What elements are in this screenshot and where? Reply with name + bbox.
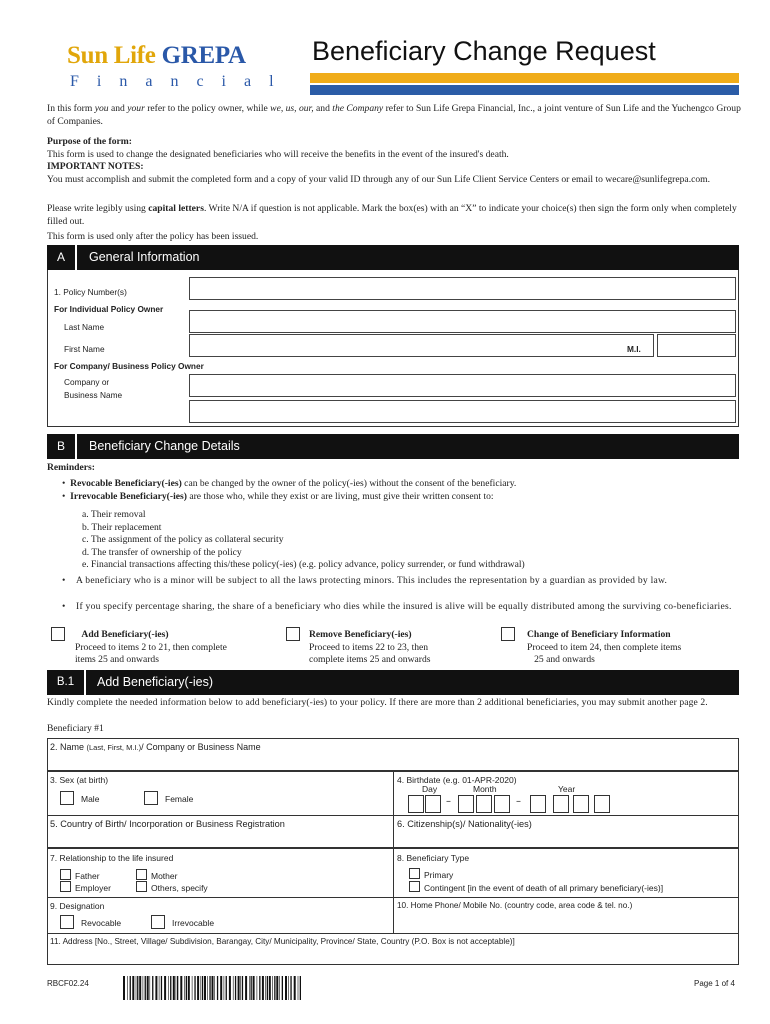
- logo-sunlife-text: Sun Life: [67, 42, 156, 69]
- barcode-bar: [188, 976, 190, 1000]
- purpose-block: [47, 136, 741, 186]
- consent-item: b. Their replacement: [82, 521, 162, 533]
- consent-item: a. Their removal: [82, 509, 146, 520]
- add-beneficiary-option: Add Beneficiary(-ies) Proceed to items 2 to 21, then complete items 25 and onwards: [75, 629, 227, 665]
- barcode-bar: [132, 976, 134, 1000]
- barcode-bar: [229, 976, 231, 1000]
- type-primary-label: Primary: [424, 870, 454, 880]
- name-label: 2. Name (Last, First, M.I.)/ Company or Business Name: [50, 742, 261, 752]
- year-digit-1[interactable]: [530, 795, 546, 813]
- irrevocable-term: Irrevocable Beneficiary(-ies): [70, 491, 187, 502]
- barcode-bar: [150, 976, 151, 1000]
- month-digit-2[interactable]: [476, 795, 492, 813]
- form-code: RBCF02.24: [47, 979, 89, 988]
- section-b1-header: [47, 670, 739, 695]
- barcode-bar: [214, 976, 215, 1000]
- barcode-bar: [177, 976, 178, 1000]
- relationship-father-label: Father: [75, 871, 100, 881]
- relationship-others-checkbox[interactable]: [136, 881, 147, 892]
- section-b-badge: B: [47, 434, 77, 459]
- barcode-bar: [269, 976, 271, 1000]
- consent-item: e. Financial transactions affecting this/these policy(-ies) (e.g. policy advance, policy surrender, or fund withdrawal): [82, 559, 525, 570]
- sex-male-checkbox[interactable]: [60, 791, 74, 805]
- birthdate-label: 4. Birthdate (e.g. 01-APR-2020): [397, 775, 517, 785]
- relationship-mother-checkbox[interactable]: [136, 869, 147, 880]
- citizenship-label: 6. Citizenship(s)/ Nationality(-ies): [397, 819, 532, 829]
- barcode-image: [123, 976, 303, 1000]
- barcode-bar: [209, 976, 210, 1000]
- beneficiary-1-heading: Beneficiary #1: [47, 723, 104, 734]
- barcode-bar: [257, 976, 258, 1000]
- month-label: Month: [473, 784, 497, 794]
- barcode-bar: [245, 976, 247, 1000]
- consent-item: d. The transfer of ownership of the policy: [82, 546, 242, 558]
- designation-label: 9. Designation: [50, 901, 105, 911]
- barcode-bar: [192, 976, 193, 1000]
- type-primary-checkbox[interactable]: [409, 868, 420, 879]
- barcode-bar: [267, 976, 268, 1000]
- logo-financial-text: Financial: [70, 73, 292, 90]
- legibility-instructions: Please write legibly using capital letters. Write N/A if question is not applicable. Mark the box(es) with an “X” to indicate your choice(s) then sign the form only when completely filled out.: [47, 203, 737, 227]
- barcode-bar: [272, 976, 273, 1000]
- purpose-heading: Purpose of the form:: [47, 136, 132, 147]
- relationship-father-checkbox[interactable]: [60, 869, 71, 880]
- company-name-field-2[interactable]: [189, 400, 736, 423]
- header-stripe-gold: [310, 73, 739, 83]
- important-notes-text: You must accomplish and submit the completed form and a copy of your valid ID through any of our Sun Life Client Service Centers or email to wecare@sunlifegrepa.com.: [47, 173, 711, 185]
- revocable-term: Revocable Beneficiary(-ies): [70, 478, 182, 489]
- section-a-header: [47, 245, 739, 270]
- barcode-bar: [204, 976, 206, 1000]
- minor-note: • A beneficiary who is a minor will be subject to all the laws protecting minors. This includes the representation by a guardian as provided by law.: [62, 575, 668, 586]
- remove-beneficiary-option: Remove Beneficiary(-ies) Proceed to items 22 to 23, then complete items 25 and onwards: [309, 629, 431, 665]
- barcode-bar: [265, 976, 266, 1000]
- barcode-bar: [176, 976, 177, 1000]
- year-digit-4[interactable]: [594, 795, 610, 813]
- first-name-label: First Name: [64, 344, 105, 354]
- year-digit-2[interactable]: [553, 795, 569, 813]
- section-b1-badge: B.1: [47, 670, 86, 695]
- designation-irrevocable-label: Irrevocable: [172, 918, 215, 928]
- barcode-bar: [130, 976, 131, 1000]
- address-label: 11. Address [No., Street, Village/ Subdivision, Barangay, City/ Municipality, Province/ State, Country (P.O. Box is not acceptable)]: [50, 937, 515, 946]
- company-logo-wordmark: [67, 42, 246, 70]
- barcode-bar: [288, 976, 289, 1000]
- company-name-label-line1: Company or: [64, 377, 110, 387]
- barcode-bar: [164, 976, 166, 1000]
- barcode-bar: [259, 976, 260, 1000]
- header-stripe-blue: [310, 85, 739, 95]
- add-beneficiary-title: Add Beneficiary(-ies): [81, 629, 169, 640]
- individual-owner-label: For Individual Policy Owner: [54, 304, 164, 314]
- sharing-note: • If you specify percentage sharing, the share of a beneficiary who dies while the insured is alive will be equally distributed among the surviving co-beneficiaries.: [62, 601, 732, 612]
- sex-female-checkbox[interactable]: [144, 791, 158, 805]
- logo-grepa-text: GREPA: [161, 42, 246, 69]
- barcode-bar: [235, 976, 236, 1000]
- type-contingent-checkbox[interactable]: [409, 881, 420, 892]
- barcode-bar: [201, 976, 202, 1000]
- relationship-employer-label: Employer: [75, 883, 111, 893]
- middle-initial-label: M.I.: [627, 344, 641, 354]
- section-a-badge: A: [47, 245, 77, 270]
- month-digit-1[interactable]: [458, 795, 474, 813]
- barcode-bar: [139, 976, 141, 1000]
- phone-label: 10. Home Phone/ Mobile No. (country code, area code & tel. no.): [397, 901, 633, 910]
- barcode-bar: [145, 976, 146, 1000]
- barcode-bar: [143, 976, 144, 1000]
- barcode-bar: [276, 976, 278, 1000]
- barcode-bar: [168, 976, 169, 1000]
- relationship-mother-label: Mother: [151, 871, 178, 881]
- consent-item: c. The assignment of the policy as collateral security: [82, 534, 284, 545]
- page-number: Page 1 of 4: [694, 979, 735, 988]
- barcode-bar: [279, 976, 280, 1000]
- middle-initial-field[interactable]: [657, 334, 736, 357]
- last-name-label: Last Name: [64, 322, 105, 332]
- remove-beneficiary-title: Remove Beneficiary(-ies): [309, 629, 412, 640]
- policy-number-label: 1. Policy Number(s): [54, 287, 127, 297]
- barcode-bar: [285, 976, 287, 1000]
- barcode-bar: [123, 976, 125, 1000]
- barcode-bar: [152, 976, 153, 1000]
- change-info-checkbox[interactable]: [501, 627, 515, 641]
- barcode-bar: [251, 976, 252, 1000]
- barcode-bar: [207, 976, 208, 1000]
- barcode-bar: [240, 976, 241, 1000]
- barcode-bar: [249, 976, 250, 1000]
- barcode-bar: [238, 976, 240, 1000]
- barcode-bar: [294, 976, 296, 1000]
- relationship-others-label: Others, specify: [151, 883, 208, 893]
- barcode-bar: [274, 976, 275, 1000]
- date-separator: –: [516, 796, 521, 807]
- barcode-bar: [194, 976, 195, 1000]
- barcode-bar: [186, 976, 187, 1000]
- policy-number-field[interactable]: [189, 277, 736, 300]
- day-digit-2[interactable]: [425, 795, 441, 813]
- b1-instructions: Kindly complete the needed information below to add beneficiary(-ies) to your policy. If there are more than 2 additional beneficiaries, you may submit another page 2.: [47, 697, 708, 708]
- remove-beneficiary-checkbox[interactable]: [286, 627, 300, 641]
- relationship-label: 7. Relationship to the life insured: [50, 853, 174, 863]
- barcode-bar: [170, 976, 171, 1000]
- designation-revocable-label: Revocable: [81, 918, 122, 928]
- sex-label: 3. Sex (at birth): [50, 775, 109, 785]
- section-b1-title: Add Beneficiary(-ies): [97, 675, 214, 689]
- change-info-option: Change of Beneficiary Information Proceed to item 24, then complete items 25 and onwards: [527, 629, 682, 665]
- intro-paragraph: In this form you and your refer to the policy owner, while we, us, our, and the Company refer to Sun Life Grepa Financial, Inc., a joint venture of Sun Life and the Yuchengco Group of Companies.: [47, 103, 741, 127]
- barcode-bar: [298, 976, 299, 1000]
- barcode-bar: [290, 976, 291, 1000]
- barcode-bar: [137, 976, 138, 1000]
- barcode-bar: [136, 976, 137, 1000]
- barcode-bar: [147, 976, 149, 1000]
- barcode-bar: [217, 976, 218, 1000]
- country-birth-label: 5. Country of Birth/ Incorporation or Business Registration: [50, 819, 285, 829]
- consent-list: [82, 509, 732, 572]
- designation-irrevocable-checkbox[interactable]: [151, 915, 165, 929]
- last-name-field[interactable]: [189, 310, 736, 333]
- first-name-field[interactable]: [189, 334, 654, 357]
- barcode-bar: [161, 976, 162, 1000]
- purpose-text: This form is used to change the designated beneficiaries who will receive the benefits in the event of the insured's death.: [47, 148, 509, 160]
- section-b-title: Beneficiary Change Details: [89, 439, 240, 453]
- barcode-bar: [159, 976, 160, 1000]
- section-a-title: General Information: [89, 250, 200, 264]
- beneficiary-type-label: 8. Beneficiary Type: [397, 853, 470, 863]
- barcode-bar: [253, 976, 255, 1000]
- barcode-bar: [155, 976, 157, 1000]
- barcode-bar: [220, 976, 222, 1000]
- barcode-bar: [197, 976, 199, 1000]
- barcode-bar: [184, 976, 185, 1000]
- section-b-header: [47, 434, 739, 459]
- year-label: Year: [558, 784, 576, 794]
- barcode-bar: [224, 976, 225, 1000]
- company-owner-label: For Company/ Business Policy Owner: [54, 361, 204, 371]
- designation-revocable-checkbox[interactable]: [60, 915, 74, 929]
- important-notes-heading: IMPORTANT NOTES:: [47, 161, 144, 172]
- irrevocable-bullet: • Irrevocable Beneficiary(-ies) are those who, while they exist or are living, must give their written consent to:: [62, 491, 494, 502]
- day-digit-1[interactable]: [408, 795, 424, 813]
- barcode-bar: [233, 976, 234, 1000]
- sex-male-label: Male: [81, 794, 100, 804]
- company-name-label-line2: Business Name: [64, 390, 123, 400]
- barcode-bar: [226, 976, 227, 1000]
- change-info-title: Change of Beneficiary Information: [527, 629, 671, 640]
- sex-female-label: Female: [165, 794, 194, 804]
- barcode-bar: [282, 976, 283, 1000]
- revocable-bullet: • Revocable Beneficiary(-ies) can be changed by the owner of the policy(-ies) without the consent of the beneficiary.: [62, 478, 517, 489]
- month-digit-3[interactable]: [494, 795, 510, 813]
- issued-note: This form is used only after the policy has been issued.: [47, 231, 259, 242]
- barcode-bar: [127, 976, 128, 1000]
- company-name-field-1[interactable]: [189, 374, 736, 397]
- date-separator: –: [446, 796, 451, 807]
- barcode-bar: [180, 976, 182, 1000]
- barcode-bar: [242, 976, 243, 1000]
- barcode-bar: [262, 976, 264, 1000]
- barcode-bar: [212, 976, 214, 1000]
- barcode-bar: [300, 976, 301, 1000]
- type-contingent-label: Contingent [in the event of death of all primary beneficiary(-ies)]: [424, 883, 664, 893]
- year-digit-3[interactable]: [573, 795, 589, 813]
- reminders-heading: Reminders:: [47, 462, 95, 473]
- add-beneficiary-checkbox[interactable]: [51, 627, 65, 641]
- relationship-employer-checkbox[interactable]: [60, 881, 71, 892]
- day-label: Day: [422, 784, 438, 794]
- barcode-bar: [173, 976, 175, 1000]
- document-title: Beneficiary Change Request: [312, 36, 656, 66]
- barcode-bar: [202, 976, 203, 1000]
